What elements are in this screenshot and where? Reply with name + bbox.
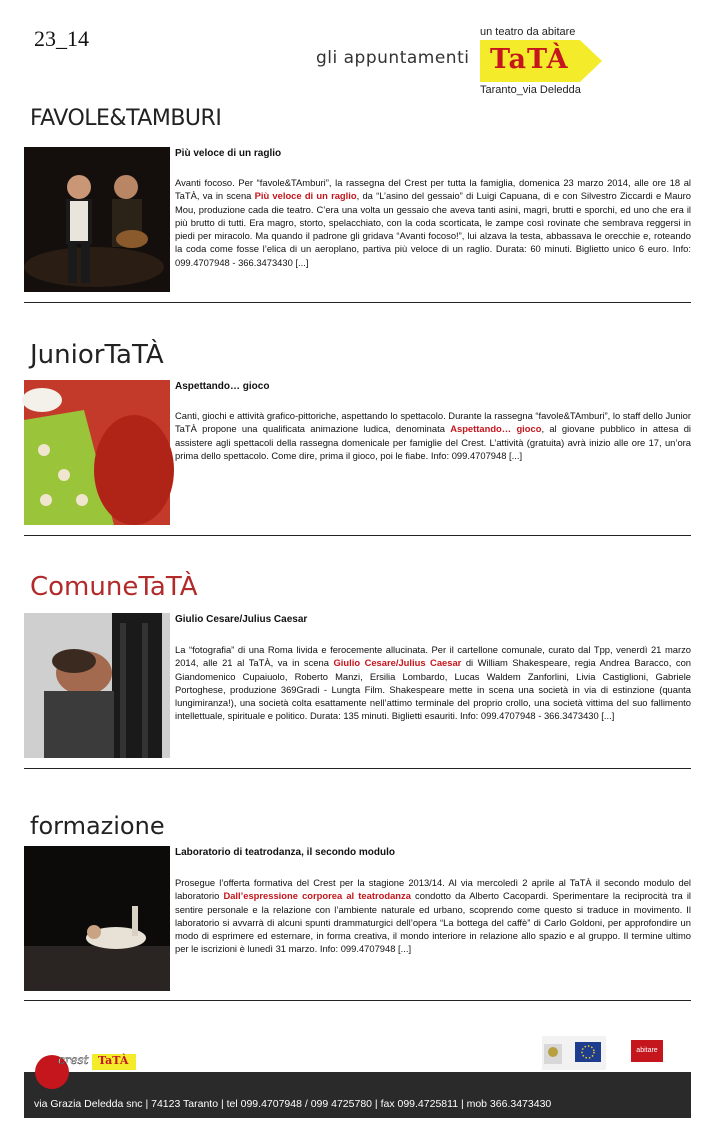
article-photo-3: [24, 613, 170, 758]
tata-small-logo: TaTÀ: [92, 1054, 136, 1070]
article-body-3: La “fotografia” di una Roma livida e ferocemente allucinata. Per il cartellone comunale, curato dal Tpp, venerdì 21 marzo 2014, alle 21 al TaTÀ, va in scena Giulio Cesare/Julius Caesar di William Shakespeare, regia Andrea Baracco, con Giandomenico Cupaiuolo, Roberto Manzi, Ersilia Lombardo, Lucas Waldem Zanforlini, Livia Castiglioni, Gabriele Portoghese, produzione 369Gradi - Lungta Film. Shakespeare mette in scena una società in via di estinzione (quanta lungimiranza!), una società colta esattamente nell’attimo terminale del proprio crollo, una società vittima del suo fallimento intellettuale, spirituale e politico. Durata: 135 minuti. Biglietti esauriti. Info: 099.4707948 - 366.3473430 [...]: [175, 644, 691, 722]
article-highlight-2: Aspettando… gioco: [450, 423, 542, 435]
divider: [24, 535, 691, 536]
article-highlight-4: Dall’espressione corporea al teatrodanza: [223, 890, 411, 902]
section-heading-comune: ComuneTaTÀ: [30, 572, 198, 602]
logo-name: TaTÀ: [490, 44, 569, 75]
abitare-badge: abitare: [631, 1040, 663, 1062]
logo-tagline: un teatro da abitare: [480, 26, 576, 38]
footer-bar: [24, 1072, 691, 1118]
article-body-4: Prosegue l’offerta formativa del Crest per la stagione 2013/14. Al via mercoledì 2 aprile al TaTÀ il secondo modulo del laboratorio Dall’espressione corporea al teatrodanza condotto da Alberto Cacopardi. Sperimentare la reciprocità tra il sentire personale e la relazione con l’ambiente naturale ed urbano, scoprendo come questo si traduce in movimento. Il laboratorio si avvarrà di alcuni spunti drammaturgici dell’opera “La bottega del caffè” di Carlo Goldoni, per approfondire un modo di esprimere ed esternare, in forma creativa, il mondo interiore in relazione allo spazio e al gruppo. Il termine ultimo per le iscrizioni è lunedì 31 marzo. Info: 099.4707948 [...]: [175, 877, 691, 955]
divider: [24, 768, 691, 769]
article-title-2: Aspettando… gioco: [175, 381, 270, 392]
article-photo-4: [24, 846, 170, 991]
crest-logo-text: crest: [58, 1053, 89, 1067]
logo-badge: [480, 40, 602, 82]
article-title-4: Laboratorio di teatrodanza, il secondo modulo: [175, 847, 396, 858]
section-heading-formazione: formazione: [30, 812, 165, 840]
tata-logo: [480, 26, 605, 96]
section-heading-junior: JuniorTaTÀ: [30, 340, 164, 370]
article-highlight-3: Giulio Cesare/Julius Caesar: [333, 657, 462, 669]
crest-logo: [34, 1050, 89, 1090]
article-title-1: Più veloce di un raglio: [175, 148, 282, 159]
article-highlight-1: Più veloce di un raglio: [254, 190, 357, 202]
partner-logos: [542, 1036, 606, 1070]
divider: [24, 1000, 691, 1001]
section-heading-favole: FAVOLE&TAMBURI: [30, 106, 222, 131]
article-body-1: Avanti focoso. Per “favole&TAmburi”, la rassegna del Crest per tutta la famiglia, domenica 23 marzo 2014, alle ore 18 al TaTÀ, va in scena Più veloce di un raglio, da “L’asino del gessaio” di Luigi Capuana, di e con Silvestro Ziccardi e Mauro Mou, produzione cada die teatro. C’era una volta un gessaio che aveva tanti asini, magri, brutti e sporchi, ed uno che era il più brutto di tutti. Era magro, storto, spelacchiato, con la coda scorticata, le zampe così rovinate che sembrava reggersi in piedi per miracolo. Ma quando il padrone gli gridava “Avanti focoso!”, lui alzava la testa, abbassava le orecchie e, roteando la coda come fosse l’elica di un aeroplano, partiva più veloce di un raglio. Durata: 60 minuti. Biglietto unico 6 euro. Info: 099.4707948 - 366.3473430 [...]: [175, 177, 692, 268]
footer-address: via Grazia Deledda snc | 74123 Taranto | tel 099.4707948 / 099 4725780 | fax 099.4725811 | mob 366.3473430: [34, 1098, 552, 1110]
article-body-2: Canti, giochi e attività grafico-pittoriche, aspettando lo spettacolo. Durante la rassegna “favole&TAmburi”, lo staff dello Junior TaTÀ propone una qualificata animazione ludica, denominata Aspettando… gioco, al giovane pubblico in attesa di assistere agli spettacoli della rassegna domenicale per famiglie del Crest. L’attività (gratuita) avrà inizio alle ore 17, un’ora prima dello spettacolo. Come dire, prima il gioco, poi le fiabe. Info: 099.4707948 [...]: [175, 410, 691, 461]
section-label: gli appuntamenti: [316, 48, 470, 68]
issue-number: 23_14: [34, 26, 89, 51]
divider: [24, 302, 691, 303]
article-title-3: Giulio Cesare/Julius Caesar: [175, 614, 308, 625]
article-photo-2: [24, 380, 170, 525]
logo-city: Taranto_via Deledda: [480, 84, 581, 96]
article-photo-1: [24, 147, 170, 292]
